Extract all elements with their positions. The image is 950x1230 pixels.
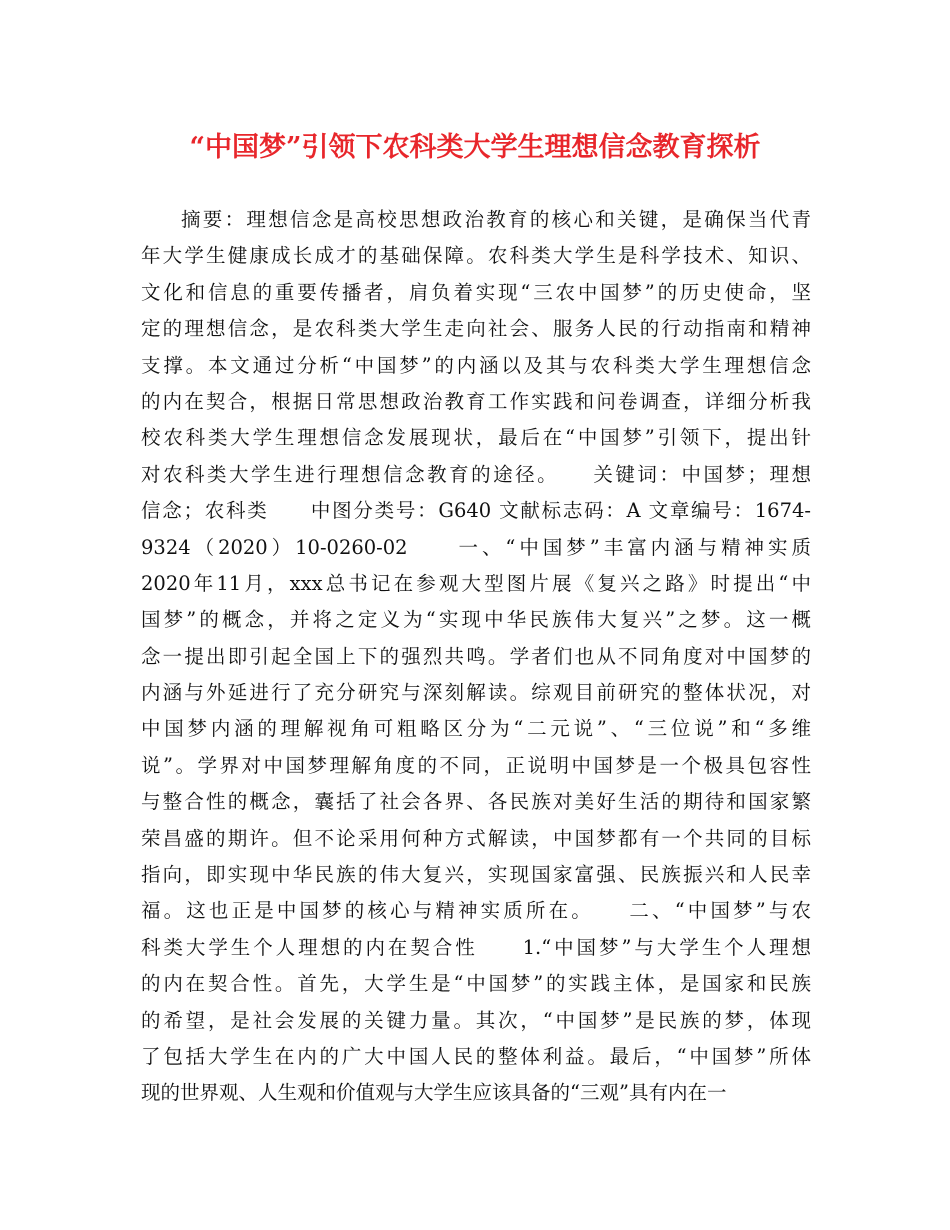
body-line: 的希望，是社会发展的关键力量。其次，“中国梦”是民族的梦，体现 — [141, 1008, 811, 1032]
body-line: 现的世界观、人生观和价值观与大学生应该具备的“三观”具有内在一 — [141, 1081, 727, 1105]
body-line: 对农科类大学生进行理想信念教育的途径。 关键词：中国梦；理想 — [141, 462, 811, 486]
body-line: 9324（2020）10-0260-02 一、“中国梦”丰富内涵与精神实质 — [141, 535, 811, 559]
body-line: 国梦”的概念，并将之定义为“实现中华民族伟大复兴”之梦。这一概 — [141, 608, 811, 632]
body-line: 荣昌盛的期许。但不论采用何种方式解读，中国梦都有一个共同的目标 — [141, 826, 811, 850]
body-line: 中国梦内涵的理解视角可粗略区分为“二元说”、“三位说”和“多维 — [141, 717, 811, 741]
body-line: 内涵与外延进行了充分研究与深刻解读。综观目前研究的整体状况，对 — [141, 681, 811, 705]
body-line: 文化和信息的重要传播者，肩负着实现“三农中国梦”的历史使命，坚 — [141, 280, 811, 304]
body-line: 科类大学生个人理想的内在契合性 1.“中国梦”与大学生个人理想 — [141, 935, 811, 959]
body-line: 福。这也正是中国梦的核心与精神实质所在。 二、“中国梦”与农 — [141, 899, 811, 923]
body-line: 年大学生健康成长成才的基础保障。农科类大学生是科学技术、知识、 — [141, 244, 811, 268]
document-body — [141, 202, 811, 1112]
body-line: 信念；农科类 中图分类号：G640 文献标志码：A 文章编号：1674- — [141, 499, 811, 523]
body-line: 摘要：理想信念是高校思想政治教育的核心和关键，是确保当代青 — [181, 208, 811, 231]
body-line: 支撑。本文通过分析“中国梦”的内涵以及其与农科类大学生理想信念 — [141, 353, 811, 377]
body-line: 指向，即实现中华民族的伟大复兴，实现国家富强、民族振兴和人民幸 — [141, 863, 811, 887]
body-line: 的内在契合，根据日常思想政治教育工作实践和问卷调查，详细分析我 — [141, 389, 811, 413]
body-line: 说”。学界对中国梦理解角度的不同，正说明中国梦是一个极具包容性 — [141, 753, 811, 777]
body-line: 2020年11月，xxx总书记在参观大型图片展《复兴之路》时提出“中 — [141, 571, 811, 595]
body-line: 了包括大学生在内的广大中国人民的整体利益。最后，“中国梦”所体 — [141, 1044, 811, 1068]
body-line: 念一提出即引起全国上下的强烈共鸣。学者们也从不同角度对中国梦的 — [141, 644, 811, 668]
body-line: 定的理想信念，是农科类大学生走向社会、服务人民的行动指南和精神 — [141, 317, 811, 341]
body-line: 的内在契合性。首先，大学生是“中国梦”的实践主体，是国家和民族 — [141, 972, 811, 996]
body-line: 与整合性的概念，囊括了社会各界、各民族对美好生活的期待和国家繁 — [141, 790, 811, 814]
body-line: 校农科类大学生理想信念发展现状，最后在“中国梦”引领下，提出针 — [141, 426, 811, 450]
document-title: “中国梦”引领下农科类大学生理想信念教育探析 — [189, 132, 761, 163]
